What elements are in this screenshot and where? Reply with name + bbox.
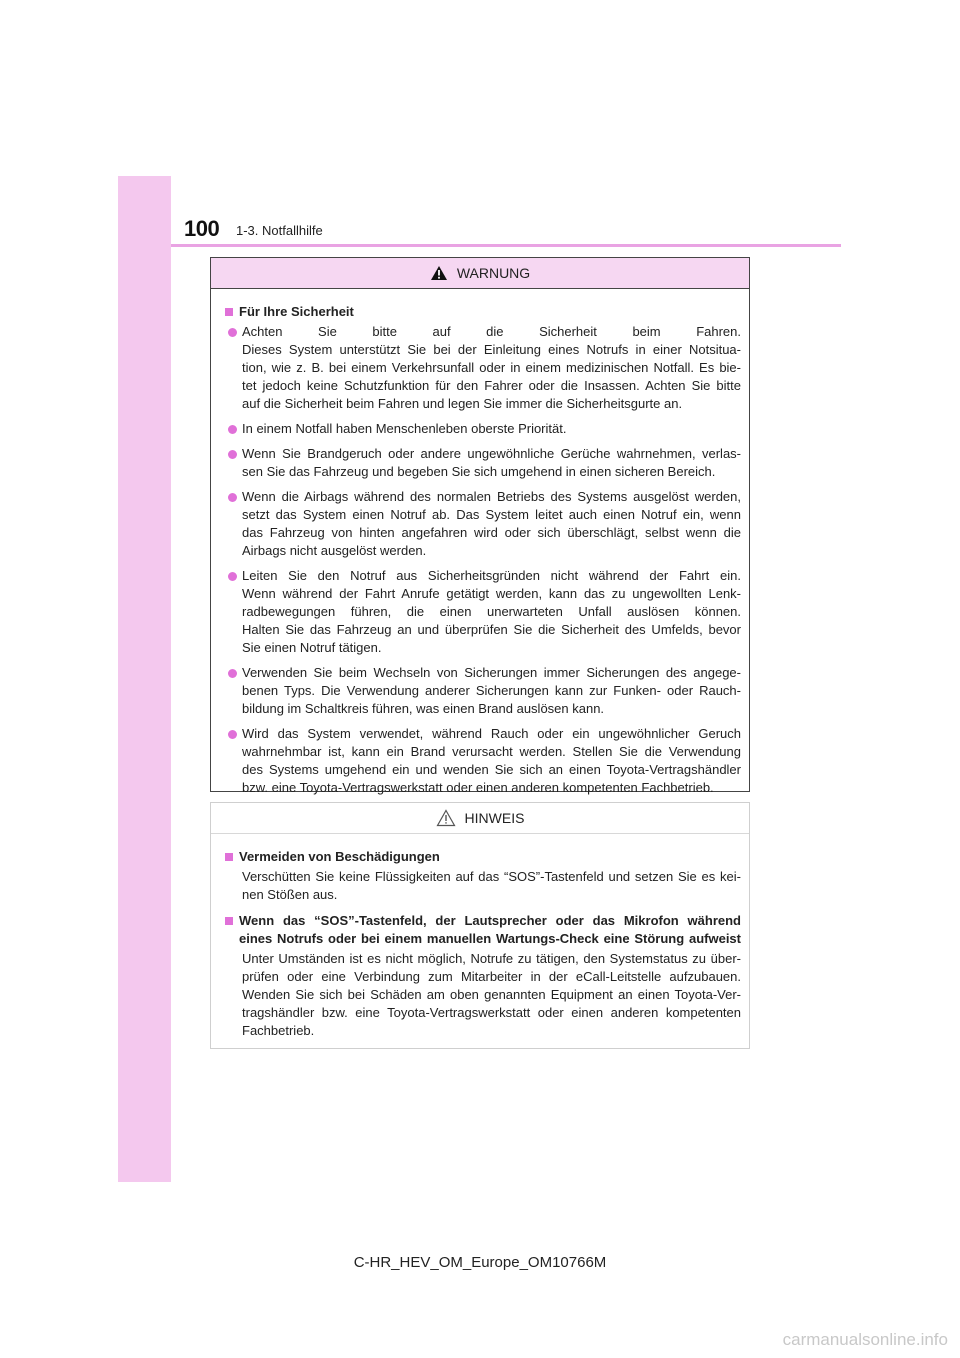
text-line: bildung im Schaltkreis führen, was einen Brand auslösen kann. — [242, 701, 605, 716]
notice-heading — [225, 912, 741, 948]
watermark: carmanualsonline.info — [782, 1330, 948, 1349]
notice-box — [210, 802, 750, 1049]
text-line: Wenn Sie Brandgeruch oder andere ungewöhnliche Gerüche wahrnehmen, verlas- — [242, 446, 741, 461]
text-line: Halten Sie das Fahrzeug an und überprüfen Sie die Sicherheit des Umfelds, bevor — [242, 622, 741, 637]
text-line: tragshändler bzw. eine Toyota-Vertragswerkstatt oder einen anderen kompetenten — [242, 1005, 741, 1020]
notice-title: HINWEIS — [464, 810, 525, 826]
warning-title: WARNUNG — [456, 265, 531, 281]
text-line: tion, wie z. B. bei einem Verkehrsunfall oder in einem medizinischen Notfall. Es bie- — [242, 360, 741, 375]
warning-item — [225, 567, 741, 657]
warning-triangle-icon — [430, 265, 448, 281]
text-line: radbewegungen führen, die einen unerwarteten Unfall auslösen können. — [242, 604, 741, 619]
warning-item — [225, 488, 741, 560]
side-tab-bar — [118, 176, 171, 1182]
notice-paragraph — [242, 950, 741, 1040]
text-line: Wenn die Airbags während des normalen Betriebs des Systems ausgelöst werden, — [242, 489, 741, 504]
heading-line: Wenn das “SOS”-Tastenfeld, der Lautsprecher oder das Mikrofon während — [239, 913, 741, 928]
section-title: 1-3. Notfallhilfe — [236, 223, 323, 238]
round-bullet-icon — [228, 425, 237, 434]
notice-body — [211, 834, 749, 1040]
footer-code: C-HR_HEV_OM_Europe_OM10766M — [353, 1254, 607, 1271]
warning-header — [211, 258, 749, 289]
warning-heading — [225, 303, 741, 321]
text-line: Verschütten Sie keine Flüssigkeiten auf das “SOS”-Tastenfeld und setzen Sie es kei- — [242, 869, 741, 884]
text-line: Wenn während der Fahrt Anrufe getätigt werden, kann das zu ungewollten Lenk- — [242, 586, 741, 601]
text-line: Verwenden Sie beim Wechseln von Sicherungen immer Sicherungen des angege- — [242, 665, 741, 680]
square-bullet-icon — [225, 853, 233, 861]
warning-body — [211, 289, 749, 797]
heading-line: eines Notrufs oder bei einem manuellen Wartungs-Check eine Störung aufweist — [239, 931, 741, 946]
round-bullet-icon — [228, 328, 237, 337]
square-bullet-icon — [225, 917, 233, 925]
text-line: Leiten Sie den Notruf aus Sicherheitsgründen nicht während der Fahrt ein. — [242, 568, 741, 583]
text-line: In einem Notfall haben Menschenleben oberste Priorität. — [242, 421, 567, 436]
text-line: das Fahrzeug von hinten angefahren wird oder sich überschlägt, selbst wenn die — [242, 525, 741, 540]
text-line: Sie einen Notruf tätigen. — [242, 640, 382, 655]
round-bullet-icon — [228, 572, 237, 581]
notice-heading — [225, 848, 741, 866]
text-line: auf die Sicherheit beim Fahren und legen Sie immer die Sicherheitsgurte an. — [242, 396, 683, 411]
notice-header — [211, 803, 749, 834]
text-line: des Systems umgehend ein und wenden Sie sich an einen Toyota-Vertragshändler — [242, 762, 741, 777]
round-bullet-icon — [228, 730, 237, 739]
warning-list — [225, 323, 741, 797]
text-line: nen Stößen aus. — [242, 887, 338, 902]
text-line: benen Typs. Die Verwendung anderer Sicherungen kann zur Funken- oder Rauch- — [242, 683, 741, 698]
page-number: 100 — [184, 216, 220, 241]
round-bullet-icon — [228, 450, 237, 459]
text-line: Unter Umständen ist es nicht möglich, Notrufe zu tätigen, den Systemstatus zu über- — [242, 951, 741, 966]
text-line: tet jedoch keine Schutzfunktion für den Fahrer oder die Insassen. Achten Sie bitte — [242, 378, 741, 393]
text-line: sen Sie das Fahrzeug und begeben Sie sich umgehend in einen sicheren Bereich. — [242, 464, 716, 479]
warning-box — [210, 257, 750, 795]
round-bullet-icon — [228, 493, 237, 502]
warning-heading-text: Für Ihre Sicherheit — [239, 304, 354, 319]
warning-item — [225, 420, 741, 438]
text-line: Wird das System verwendet, während Rauch oder ein ungewöhnlicher Geruch — [242, 726, 741, 741]
warning-item — [225, 445, 741, 481]
warning-item — [225, 323, 741, 413]
header-rule — [171, 244, 841, 247]
text-line: wahrnehmbar ist, kann ein Brand verursacht werden. Stellen Sie die Verwendung — [242, 744, 741, 759]
text-line: setzt das System einen Notruf ab. Das System leitet auch einen Notruf ein, wenn — [242, 507, 741, 522]
round-bullet-icon — [228, 669, 237, 678]
text-line: Fachbetrieb. — [242, 1023, 315, 1038]
warning-item — [225, 664, 741, 718]
text-line: Achten Sie bitte auf die Sicherheit beim Fahren. — [242, 324, 741, 339]
text-line: Dieses System unterstützt Sie bei der Einleitung eines Notrufs in einer Notsitua- — [242, 342, 741, 357]
warning-item — [225, 725, 741, 797]
text-line: bzw. eine Toyota-Vertragswerkstatt oder einen anderen kompetenten Fachbetrieb. — [242, 780, 714, 795]
text-line: Wenden Sie sich bei Schäden am oben genannten Equipment an einen Toyota-Ver- — [242, 987, 741, 1002]
text-line: prüfen oder eine Verbindung zum Mitarbeiter in der eCall-Leitstelle aufzubauen. — [242, 969, 741, 984]
heading-line: Vermeiden von Beschädigungen — [239, 849, 440, 864]
square-bullet-icon — [225, 308, 233, 316]
text-line: Airbags nicht ausgelöst werden. — [242, 543, 427, 558]
notice-paragraph — [242, 868, 741, 904]
caution-triangle-icon — [436, 809, 456, 827]
